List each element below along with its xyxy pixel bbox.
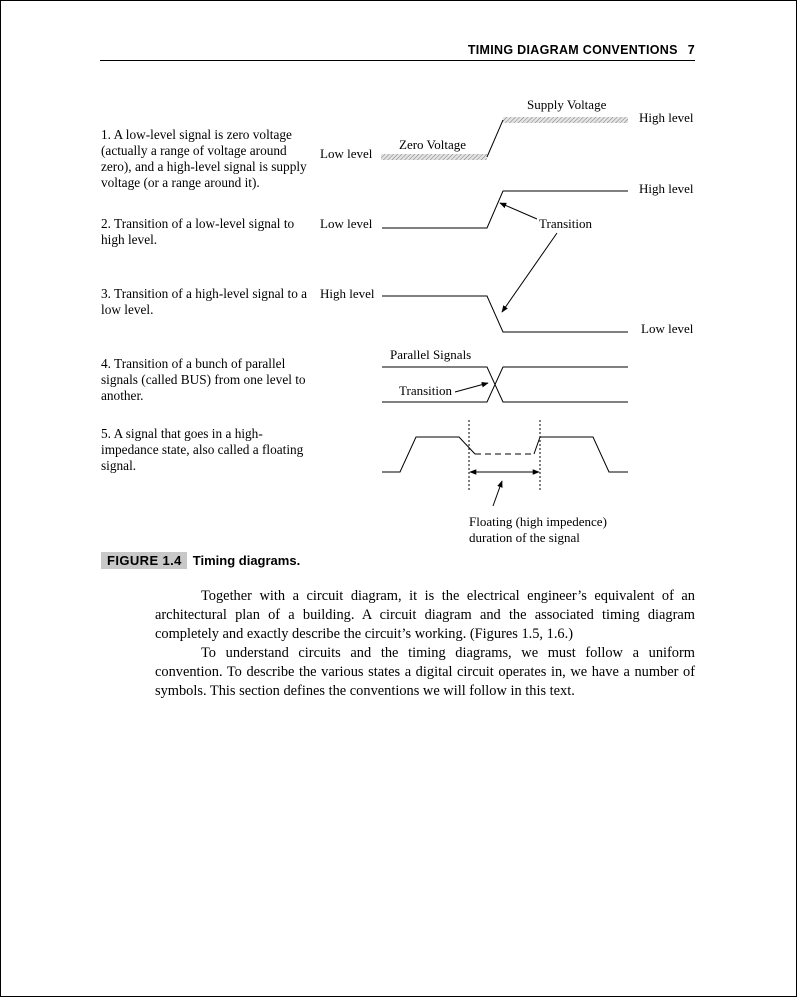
figure-caption bbox=[101, 553, 300, 571]
label-transition-2: Transition bbox=[539, 216, 592, 231]
label-low-level-2: Low level bbox=[320, 216, 373, 231]
supply-voltage-band bbox=[503, 117, 628, 123]
row2-transition-arrow bbox=[500, 203, 537, 219]
row3-signal bbox=[382, 296, 628, 332]
label-high-level-1: High level bbox=[639, 110, 694, 125]
row3-transition-arrow bbox=[502, 233, 557, 312]
zero-voltage-band bbox=[381, 154, 487, 160]
label-low-level-1: Low level bbox=[320, 146, 373, 161]
row2-description: 2. Transition of a low-level signal to high level. bbox=[101, 216, 295, 247]
label-parallel-signals: Parallel Signals bbox=[390, 347, 472, 362]
figure-number: FIGURE 1.4 bbox=[101, 552, 187, 569]
floating-callout-arrow bbox=[493, 481, 502, 506]
label-floating-line2: duration of the signal bbox=[469, 530, 580, 545]
label-supply-voltage: Supply Voltage bbox=[527, 97, 607, 112]
label-floating-line1: Floating (high impedence) bbox=[469, 514, 607, 529]
page-number: 7 bbox=[687, 43, 695, 57]
floating-signal-right bbox=[534, 437, 628, 472]
label-low-level-3: Low level bbox=[641, 321, 694, 336]
label-transition-4: Transition bbox=[399, 383, 452, 398]
body-paragraph-2: To understand circuits and the timing diagrams, we must follow a uniform convention. To describe the various states a digital circuit operates in, we have a number of symbols. This section defines the conventions we will follow in this text. bbox=[155, 645, 695, 699]
bus-transition-arrow bbox=[455, 383, 488, 392]
row1-description: 1. A low-level signal is zero voltage (actually a range of voltage around zero), and a high-level signal is supply voltage (or a range around it). bbox=[101, 127, 307, 190]
body-text bbox=[155, 587, 695, 701]
row5-description: 5. A signal that goes in a high-impedance state, also called a floating signal. bbox=[101, 426, 304, 473]
figure-title: Timing diagrams. bbox=[192, 553, 301, 568]
label-high-level-2: High level bbox=[639, 181, 694, 196]
label-zero-voltage: Zero Voltage bbox=[399, 137, 467, 152]
row1-edge bbox=[487, 120, 503, 157]
label-high-level-3: High level bbox=[320, 286, 375, 301]
floating-signal-left bbox=[382, 437, 475, 472]
body-paragraph-1: Together with a circuit diagram, it is the electrical engineer’s equivalent of an architectural plan of a building. A circuit diagram and the associated timing diagram completely and exactly describe the circuit’s working. (Figures 1.5, 1.6.) bbox=[155, 588, 695, 642]
row3-description: 3. Transition of a high-level signal to a low level. bbox=[101, 286, 308, 317]
row4-description: 4. Transition of a bunch of parallel signals (called BUS) from one level to another. bbox=[101, 356, 306, 403]
running-head-title: TIMING DIAGRAM CONVENTIONS bbox=[467, 43, 678, 57]
